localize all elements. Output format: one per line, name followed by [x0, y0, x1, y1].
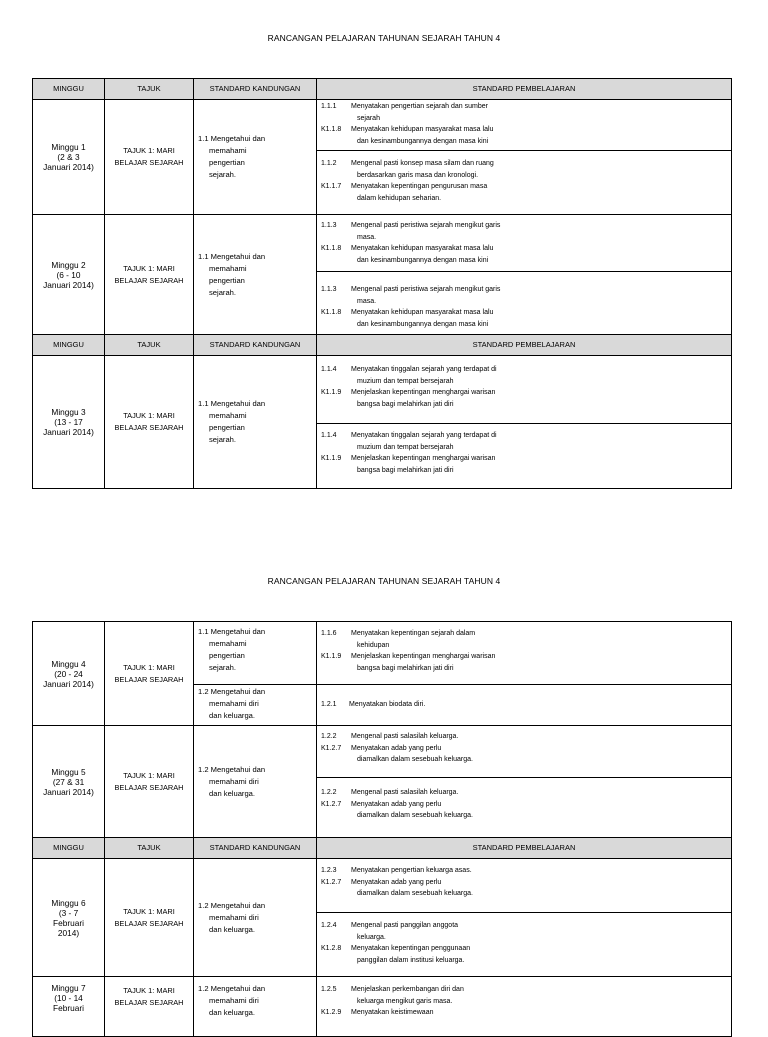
table-row	[33, 859, 732, 913]
topic-cell: TAJUK 1: MARI BELAJAR SEJARAH	[105, 977, 194, 1037]
header-row	[33, 79, 732, 100]
header-standard-kandungan: STANDARD KANDUNGAN	[194, 335, 317, 356]
learning-standard-cell: 1.1.6 Menyatakan kepentingan sejarah dalam kehidupan K1.1.9 Menjelaskan kepentingan menghargai warisan bangsa bagi melahirkan jati diri	[317, 622, 732, 685]
header-standard-pembelajaran: STANDARD PEMBELAJARAN	[317, 838, 732, 859]
content-standard-cell: 1.2 Mengetahui dan memahami diri dan keluarga.	[194, 726, 317, 838]
learning-standard-cell: 1.2.2 Mengenal pasti salasilah keluarga. K1.2.7 Menyatakan adab yang perlu diamalkan dalam sesebuah keluarga.	[317, 778, 732, 838]
content-standard-cell: 1.1 Mengetahui dan memahami pengertian sejarah.	[194, 215, 317, 335]
header-tajuk: TAJUK	[105, 335, 194, 356]
week-cell: Minggu 3 (13 - 17 Januari 2014)	[33, 356, 105, 489]
learning-standard-cell: 1.1.3 Mengenal pasti peristiwa sejarah mengikut garis masa. K1.1.8 Menyatakan kehidupan masyarakat masa lalu dan kesinambungannya dengan masa kini	[317, 272, 732, 335]
week-cell: Minggu 5 (27 & 31 Januari 2014)	[33, 726, 105, 838]
table-row	[33, 977, 732, 1037]
content-standard-cell: 1.1 Mengetahui dan memahami pengertian sejarah.	[194, 100, 317, 215]
header-standard-pembelajaran: STANDARD PEMBELAJARAN	[317, 335, 732, 356]
topic-cell: TAJUK 1: MARI BELAJAR SEJARAH	[105, 356, 194, 489]
learning-standard-cell: 1.2.4 Mengenal pasti panggilan anggota keluarga. K1.2.8 Menyatakan kepentingan penggunaan panggilan dalam institusi keluarga.	[317, 913, 732, 977]
learning-standard-cell: 1.1.3 Mengenal pasti peristiwa sejarah mengikut garis masa. K1.1.8 Menyatakan kehidupan masyarakat masa lalu dan kesinambungannya dengan masa kini	[317, 215, 732, 272]
plan-table-2	[32, 621, 732, 1037]
plan-table-1	[32, 78, 732, 489]
topic-cell: TAJUK 1: MARI BELAJAR SEJARAH	[105, 622, 194, 726]
header-tajuk: TAJUK	[105, 838, 194, 859]
header-standard-pembelajaran: STANDARD PEMBELAJARAN	[317, 79, 732, 100]
table-row	[33, 622, 732, 685]
learning-standard-cell: 1.2.5 Menjelaskan perkembangan diri dan keluarga mengikut garis masa. K1.2.9 Menyatakan keistimewaan	[317, 977, 732, 1037]
table-row	[33, 215, 732, 272]
learning-standard-cell: 1.2.2 Mengenal pasti salasilah keluarga. K1.2.7 Menyatakan adab yang perlu diamalkan dalam sesebuah keluarga.	[317, 726, 732, 778]
header-standard-kandungan: STANDARD KANDUNGAN	[194, 79, 317, 100]
table-row	[33, 356, 732, 424]
week-cell: Minggu 4 (20 - 24 Januari 2014)	[33, 622, 105, 726]
learning-standard-cell: 1.1.1 Menyatakan pengertian sejarah dan sumber sejarah K1.1.8 Menyatakan kehidupan masyarakat masa lalu dan kesinambungannya dengan masa kini	[317, 100, 732, 151]
header-minggu: MINGGU	[33, 838, 105, 859]
learning-standard-cell: 1.2.3 Menyatakan pengertian keluarga asas. K1.2.7 Menyatakan adab yang perlu diamalkan dalam sesebuah keluarga.	[317, 859, 732, 913]
topic-cell: TAJUK 1: MARI BELAJAR SEJARAH	[105, 100, 194, 215]
learning-standard-cell: 1.1.2 Mengenal pasti konsep masa silam dan ruang berdasarkan garis masa dan kronologi. K1.1.7 Menyatakan kepentingan pengurusan masa dalam kehidupan seharian.	[317, 151, 732, 215]
header-minggu: MINGGU	[33, 79, 105, 100]
learning-standard-cell: 1.2.1 Menyatakan biodata diri.	[317, 685, 732, 726]
week-cell: Minggu 2 (6 - 10 Januari 2014)	[33, 215, 105, 335]
header-row	[33, 838, 732, 859]
content-standard-cell: 1.2 Mengetahui dan memahami diri dan keluarga.	[194, 685, 317, 726]
learning-standard-cell: 1.1.4 Menyatakan tinggalan sejarah yang terdapat di muzium dan tempat bersejarah K1.1.9 Menjelaskan kepentingan menghargai warisan bangsa bagi melahirkan jati diri	[317, 424, 732, 489]
table-row	[33, 100, 732, 151]
week-cell: Minggu 7 (10 - 14 Februari	[33, 977, 105, 1037]
content-standard-cell: 1.2 Mengetahui dan memahami diri dan keluarga.	[194, 859, 317, 977]
header-standard-kandungan: STANDARD KANDUNGAN	[194, 838, 317, 859]
week-cell: Minggu 6 (3 - 7 Februari 2014)	[33, 859, 105, 977]
header-row	[33, 335, 732, 356]
header-tajuk: TAJUK	[105, 79, 194, 100]
content-standard-cell: 1.1 Mengetahui dan memahami pengertian sejarah.	[194, 356, 317, 489]
topic-cell: TAJUK 1: MARI BELAJAR SEJARAH	[105, 215, 194, 335]
topic-cell: TAJUK 1: MARI BELAJAR SEJARAH	[105, 859, 194, 977]
topic-cell: TAJUK 1: MARI BELAJAR SEJARAH	[105, 726, 194, 838]
content-standard-cell: 1.2 Mengetahui dan memahami diri dan keluarga.	[194, 977, 317, 1037]
page-title: RANCANGAN PELAJARAN TAHUNAN SEJARAH TAHUN 4	[267, 576, 501, 586]
header-minggu: MINGGU	[33, 335, 105, 356]
content-standard-cell: 1.1 Mengetahui dan memahami pengertian sejarah.	[194, 622, 317, 685]
page-title: RANCANGAN PELAJARAN TAHUNAN SEJARAH TAHUN 4	[267, 33, 501, 43]
week-cell: Minggu 1 (2 & 3 Januari 2014)	[33, 100, 105, 215]
table-row	[33, 726, 732, 778]
learning-standard-cell: 1.1.4 Menyatakan tinggalan sejarah yang terdapat di muzium dan tempat bersejarah K1.1.9 Menjelaskan kepentingan menghargai warisan bangsa bagi melahirkan jati diri	[317, 356, 732, 424]
